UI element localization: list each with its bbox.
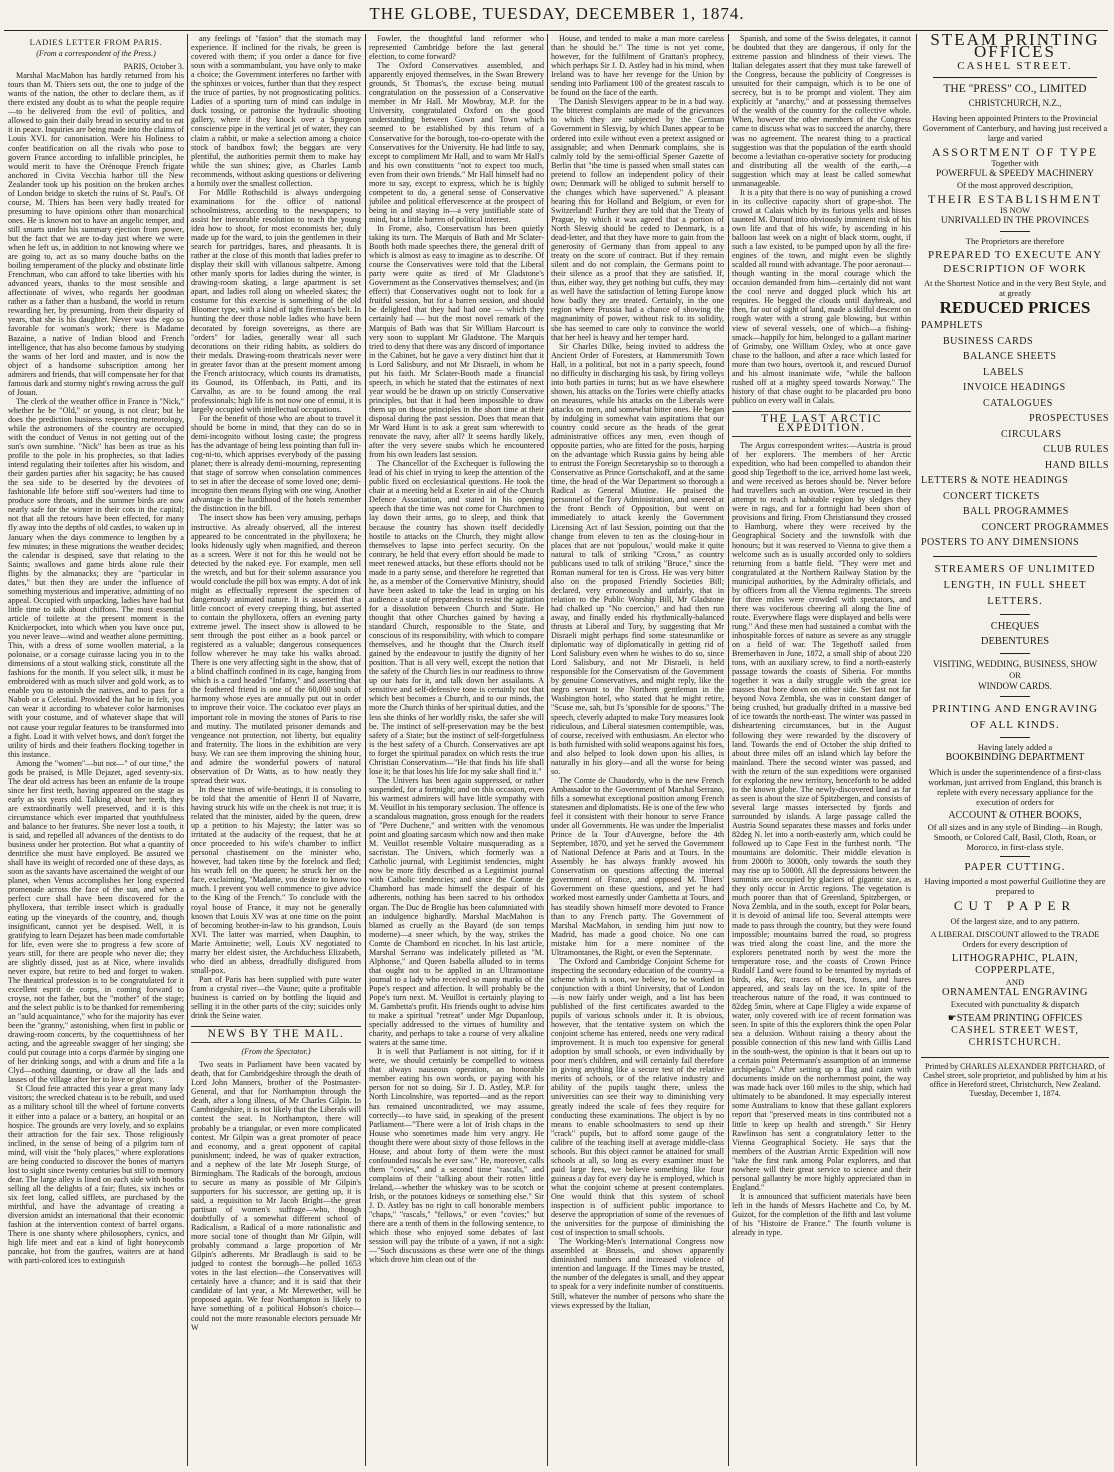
ad-body bbox=[921, 34, 1109, 1098]
section-heading: NEWS BY THE MAIL. bbox=[191, 1026, 361, 1043]
paragraph: The Working-Men's International Congress now assembled at Brussels, and shows apparently diminished numbers and increased violence of intention and language. If the Times may be trusted, the number of the delegates is small, and they appear to speak for a very indefinite number of constituents. Still, whatever the number of persons who share the views expressed by the Italian, bbox=[551, 1237, 724, 1310]
ad-intro: Having been appointed Printers to the Provincial Government of Canterbury, and having just received a large and varied bbox=[922, 113, 1108, 143]
ad-streamers-line: LETTERS. bbox=[987, 595, 1043, 607]
section-subtitle: (From the Spectator.) bbox=[241, 1047, 311, 1057]
ad-account: ACCOUNT & OTHER BOOKS, bbox=[948, 809, 1082, 821]
ad-executed: Executed with punctuality & dispatch bbox=[950, 998, 1080, 1009]
paragraph: The Comte de Chaudordy, who is the new French Ambassador to the Government of Marshal Serrano, fills a somewhat exceptional position among French statesmen and diplomatists. He is one of the few who feel it consistent with their honour to serve France under all Governments. He was under the Imperialist Prince de la Tour d'Auvergne, before the 4th September, 1870, and yet he served the Government of National Defence at Paris and at Tours. In the Assembly he has always frankly avowed his Conservatism on questions affecting the internal government of France, and opposed M. Thiers' Government on these questions, and yet he had worked most earnestly under Gambetta at Tours, and has steadily shown himself more devoted to France than to any French party. The Government of Marshal MacMahon, in sending him just now to Madrid, has made a good choice. No one can mistake him for a mere nominee of the Ultramontanes, the Right, or even the Septennate. bbox=[551, 775, 724, 957]
paragraph: Marshal MacMahon has hardly returned from his tours than M. Thiers sets out, the one to judge of the wants of the nation, the other to declare them, as if there existed any doubt as to what the people require—to be delivered from the evil of politics, and allowed to gain their daily bread in security and to eat it in peace. Inquiries are being made into the claims of Louis XVI. for canonisation. Were his Holiness to confer beatification on all the rivals who pose to govern France according to infallible principles, he would merit to have the Orénoque French frigate anchored in Civita Vecchia harbor till the New Zealander took up his position on the broken arches of London bridge to sketch the ruins of St. Paul's. Of course, M. Thiers has been very badly treated for presuming to have opinions other than monarchical ones. He is known not to have an angelic temper, and still smarts under his summary ejection from power, but the fact that we are to-day just where we were when he left us, in addition to not knowing where we are going to, act as so many douche baths on the boiling temperament of the plucky and obstinate little Frenchman, who can afford to take liberties with his advanced years, thanks to the most sensible and affectionate of wives, who regards her goodman rather as a father than a husband, the world in return rewarding her, by presuming, from their disparity of years, that she is his daughter. Never was the ego so favorable for woman's work; there is Madame Bazaine, a native of Indian blood and French intelligence, that has also become famous by studying the wants of her lord and master, and is now the object of a handsome subscription among her admirers and friends, that will compensate her for that famous dark and stormy night's rowing across the gulf of Jouan. bbox=[8, 71, 184, 397]
paragraph: Part of Paris has been supplied with pure water from a crystal river—the Vaune; quite a profitable business is carried on by bottling the liquid and selling it in the other parts of the city; suicides only drink the Seine water. bbox=[191, 974, 361, 1021]
divider bbox=[1000, 737, 1030, 738]
column-rule bbox=[365, 34, 366, 1466]
column-rule bbox=[916, 34, 917, 1466]
ad-service-item: LETTERS & NOTE HEADINGS bbox=[921, 475, 1069, 486]
ad-largest: Of the largest size, and to any pattern. bbox=[950, 915, 1080, 926]
paragraph: The Univers has been again suppressed, or rather suspended, for a fortnight; and on this occasion, even his warmest admirers will have little sympathy with M. Veuillot in his temporary seclusion. The offence is a scandalous magnation, gross enough for the readers of "Pere Duchene," and written with the venomous point and gloating sarcasm which now and then make M. Veuillot resemble Voltaire masquerading as a sacristan. The Univers, which formerly was a Catholic journal, with Legitimist tendencies, might now be more fitly described as a Legitimist journal with Catholic tendencies; and since the Comte de Chambord has made himself the despair of his adherents, nothing has been sacred to his orthodox organ. The Duc de Broglie has been calumniated with an indulgence bighardly. Marshal MacMahon is blamed as cruelly as the Bayard (de son temps moderne)—a sneer which, by the way, strikes the Comte de Chambord en ricochet. In his last article, Marshal Serrano was indelicately pilleted as "M. Alphonse," and Queen Isabella alluded to in terms that ought not to be applied in an Ultramontane journal to a lady who received so many marks of the Pope's respect and affection. It will probably be the Pope's turn next. M. Veuillot is certainly playing to M. Gambetta's profit. His friends ought to advise him to make a spiritual "retreat" under Mgr Dupanloup, specially addressed to the virtues of humility and charity, and perhaps to take a course of very alkaline waters at the same time. bbox=[369, 775, 544, 1048]
ad-machinery: POWERFUL & SPEEDY MACHINERY bbox=[936, 169, 1094, 179]
ad-company: THE "PRESS" CO., LIMITED bbox=[943, 83, 1087, 95]
ad-streamers bbox=[921, 562, 1109, 610]
ad-christchurch: CHRISTCHURCH. bbox=[968, 1036, 1062, 1048]
paragraph: St Cloud fete attracted this year a great many lady visitors; the wrecked chateau is to be rebuilt, and used as a military school till the wheel of fortune converts it either into a palace or a battery, an hospital or an hospice. The grounds are very lovely, and so explains their attraction for the fair sex. Those religiously inclined, in the sense of being of a pilgrim turn of mind, will visit the "holy places," where explorations are being conducted to discover the bones of martyrs lost to sight since twenty centuries but still to memory dear. The large alley is lined on each side with booths selling all the delights of a fair; flutes, six inches or six feet long, called sifflets, are purchased by the mirthful, and have the advantage of creating a diversion amidst an international that their economic fashion at the intervention context of barrel organs. There is one shanty where philosophers, cynics, and high life meet and eat a kind of light honeycomb pancake, hot from the gaufres, waiters are at hand with parti-colored ices to extinguish bbox=[8, 1084, 184, 1266]
ad-shortest: At the Shortest Notice and in the very Best Style, and at greatly bbox=[923, 278, 1106, 298]
paragraph: Spanish, and some of the Swiss delegates, it cannot be doubted that they are dangerous, if only for the extreme passion and blindness of their views. The Italian delegates assert that they must take farewell of the Congress, because the publicity of Congresses is unsuited for their campaign, which is to be one of secrecy, but is to be prompt and violent. They aim explicitly at "anarchy," and at possessing themselves of the wealth of the country for the collective whole. When, however the other members of the Congress came to discuss what was to succeed the anarchy, there was no agreement. The nearest thing to a practical suggestion was that the population of the earth should become a leviathan co-operative society for producing and distributing all the wealth of the earth,—a suggestion which may at least be called somewhat unmanageable. bbox=[732, 34, 911, 188]
column-4 bbox=[551, 34, 724, 1466]
ad-service-item: BALL PROGRAMMES bbox=[963, 506, 1069, 517]
ad-service-item: PAMPHLETS bbox=[921, 320, 983, 331]
column-5 bbox=[732, 34, 911, 1466]
ad-service-item: PROSPECTUSES bbox=[1029, 413, 1109, 424]
ad-paper-cutting: PAPER CUTTING. bbox=[964, 860, 1066, 873]
ad-cut-paper: CUT PAPER bbox=[953, 897, 1077, 913]
paragraph: House, and tended to make a man more careless than he should be." The time is not yet come, however, for the fulfilment of Grattan's prophecy, which perhaps Sir J. D. Astley had in his mind, when Ireland was to have her revenge for the Union by sending into Parliament 100 of the greatest rascals to be found on the face of the earth. bbox=[551, 34, 724, 98]
ad-service-item: CATALOGUES bbox=[983, 397, 1053, 409]
paragraph: Sir Charles Dilke, being invited to address the Ancient Order of Foresters, at Hammersmith Town Hall, in a political, but not in a party speech, found no difficulty in discharging his task, by firing volleys into both parties in turns; but as we have elsewhere shown, his attacks on the Tories were chiefly attacks on measures, while his attacks on the Liberals were attacks on men, and somewhat bitter ones. He began by indulging in somewhat vain aspirations that our country could secure as the heads of the great administrative offices any men, even though of opposite parties, who are fitted for the posts, harping on the advantage which Russia gains by being able to entrust the Foreign Secretaryship so to thorough a Conservative as Prince Gortschakoff, and at the same time, the head of the War Department so thorough a Radical as General Miutine. He praised the personnel of the Tory Administration, and sneered at the front Bench of Opposition, but went on immediately to attack keenly the Government Licensing Act of last Session, pointing out that the change from eleven to ten as the closing-hour in places that are not 'populous,' would make it quite natural to talk of striking "Cross," as country publicans used to talk of striking "Bruce," since the Roman numeral for ten is Cross. He was very bitter also on the proposed Friendly Societies Bill; declared, very erroneously and unfairly, that in relation to the Public Worship Bill, Mr Gladstone had chalked up "No coercion," and had then run away, and finally ended his rhythmically-balanced thrusts at Liberal and Tory, by suggesting that Mr Disraeli might perhaps find some statesmanlike or diplomatic way of diplomatically in getting rid of Lord Salisbury even when he wishes to do so, since Lord Salisbury, and not Mr Disraeli, is held responsible for the Conservatism of the Government by genuine Conservatives, and might reply, like the negro servant to the Northern gentleman in the Washington hotel, who stated that he might retire, "Scuse me, sah, but I's 'sponsible for de spoons." The speech, cleverly adapted to make Tory measures look ridiculous, and Liberal statesmen contemptible, was, of course, received with enthusiasm. An elector who is both furnished with solid weapons against his foes, and also helped to look down upon his allies, is naturally in his glory—and all the worse for being so. bbox=[551, 341, 724, 776]
ad-prepared: PREPARED TO EXECUTE ANY bbox=[927, 249, 1103, 261]
ad-streamers-line: STREAMERS OF UNLIMITED bbox=[934, 563, 1096, 575]
divider bbox=[1000, 856, 1030, 857]
ad-reduced-prices: REDUCED PRICES bbox=[939, 298, 1091, 317]
ad-lately: Having lately added a bbox=[977, 741, 1053, 752]
ad-service-item: CLUB RULES bbox=[1043, 444, 1109, 455]
ad-service-item: CONCERT TICKETS bbox=[943, 490, 1040, 502]
ad-ornamental: ORNAMENTAL ENGRAVING bbox=[942, 986, 1088, 998]
paragraph: The Oxford and Cambridge Conjoint Scheme for inspecting the secondary education of the country—a scheme which is soon, we believe, to be worked in conjunction with a third University, that of London—is now fairly under weigh, and a list has been published of the first certificates awarded to the pupils of various schools under it. It is obvious, however, that the tentative system on which the conjoint scheme has entered, needs one very radical improvement. It is much too expensive for general adoption by small schools, or even individually by poor men's children, and will certainly fail therefore in giving anything like a secure test of the relative merits of schools, or of the relative industry and ability of the pupils taught there, unless the universities can see their way to diminishing very greatly indeed the scale of fees they require for conducting these examinations. The object is by no means to enable schoolmasters to send up their "crack" pupils, but to afford some gauge of the calibre of the teaching itself at average middle-class schools. But this object cannot be attained for small schools at all, so long as every examiner must be paid large fees, we believe something like four guineas a day for every day he is employed, which is what the conjoint scheme at present contemplates. One would think that this system of school inspection is of sufficient public importance to deserve the appropriation of some of the revenues of the universities for the purpose of diminishing the cost of inspection to small schools. bbox=[551, 956, 724, 1238]
ad-guillotine: Having imported a most powerful Guillotine they are prepared to bbox=[924, 875, 1106, 896]
divider bbox=[1000, 653, 1030, 654]
divider bbox=[1000, 231, 1030, 232]
ad-headline: STEAM PRINTING OFFICES bbox=[930, 34, 1100, 61]
paragraph: It is announced that sufficient materials have been left in the hands of Messrs Hachette and Co, by M. Guizot, for the completion of the fifth and last volume of his "Histoire de France." The fourth volume is already in type. bbox=[732, 1191, 911, 1238]
ad-bookbinding: BOOKBINDING DEPARTMENT bbox=[945, 751, 1085, 763]
ad-and: AND bbox=[1005, 976, 1025, 987]
dateline: PARIS, October 3. bbox=[123, 62, 184, 72]
ad-approved: Of the most approved description, bbox=[957, 180, 1073, 190]
ad-unrivalled: UNRIVALLED IN THE PROVINCES bbox=[940, 216, 1090, 226]
ad-description: DESCRIPTION OF WORK bbox=[943, 263, 1087, 275]
ad-service-item: BUSINESS CARDS bbox=[943, 335, 1034, 347]
ad-orders: Orders for every description of bbox=[962, 938, 1068, 949]
paragraph: any feelings of "fasion" that the stomach may experience. If inclined for the rivals, be green is covered with them; if you order a dance for five sous with a sommambulant, you have only to make a choice; the Government interferes no farther with the sphinxes or voices, further than that they respect the truce of parties, by not prognosticating politics. Ladies of a sporting turn of mind can indulge in duck tossing, or patronise the hydraulic shooting gallery, where if they knock over a Spurgeon conscience pipe in the vertical jet of water, they can claim a rabbit, or make a selection among a choice stock of bandbox fowl; the beggars are very plentiful, the authorities permit them to make hay while the sun shines; give, as Charles Lamb recommends, without asking questions or delivering a homily over the smallest collection. bbox=[191, 34, 361, 188]
ad-service-item: INVOICE HEADINGS bbox=[963, 382, 1066, 393]
column-rule bbox=[728, 34, 729, 1466]
column-3 bbox=[369, 34, 544, 1466]
ad-copperplate: COPPERPLATE, bbox=[975, 964, 1055, 976]
paragraph: The Oxford Conservatives assembled, and apparently enjoyed themselves, in the Swan Brewery grounds, St Thomas's, the excuse being mutual congratulation on the possession of a Conservative member in Mr Hall. Mr Mowbray, M.P. for the University, congratulated Oxford on the good understanding between Gown and Town which seemed to be established by this return of a Conservative for the borough, too-co-operate with the Conservatives for the University. He had little to say, except to compliment Mr Hall, and to warn Mr Hall's and his own constituents "not to expect too much, even from their own friends." Mr Hall himself had no more to say, except to express, which he is highly competent to do, a general sense of Conservative jubilee and political effervescence at the prospect of being in and staying in—a very justifiable state of mind, but a little barren of political interest. bbox=[369, 61, 544, 224]
paragraph: The Argus correspondent writes:—Austria is proud of her explorers. The members of her Arctic expedition, who had been compelled to abandon their good ship Tegethoff to the ice, arrived home last week, and were received as heroes should be. Never before had travellers such an ovation. Were rescued in their attempt to reach a habitable region by sledges they were in rags, and for a fortnight had been short of provisions and firing. From Christiansund they crossed to Hamburg, where they were received by the Geographical Society and the townsfolk with due honours; but it was reserved to Vienna to give them a welcome such as is usually accorded only to soldiers returning from a battle field. "They were met and congratulated at the Northern Railway Station by the municipal authorities, by the Admiralty officials, and by officers from all the Vienna regiments. The streets for three miles were crowded with spectators, and there was vociferous cheering all along the line of route. Everywhere flags were displayed and bells were rung." And these men had sustained a combat with the inhospitable forces of nature as severe as any struggle on a field of war. The Tegethoff sailed from Bremerhaven in June, 1872, a small ship of about 220 tons, with an auxiliary screw, to find a north-easterly passage towards the coasts of Siberia. For months together it was a daily struggle with the great ice masses that bore down on either side. Set fast not far beyond Nova Zembla, she was in constant danger of being crushed, but gradually drifted in a massive bed of ice towards the north-east. The winter was passed in disheartening circumstances, but in the August following they were rewarded by the discovery of land. Towards the end of October the ship drifted to about three miles off an island which lay before the mainland. There the second winter was passed, and with the return of the sun expeditions were organised for exploring the new territory, henceforth to be added to the known globe. The newly-discovered land as far as seen is about the size of Spitzbergen, and consists of several large masses intersected by fjords and surrounded by islands. A large passage called the Austria Sound separates these masses and forks under 82deg N. let into a north-easterly arm, which could be followed up to Cape Fest in the furthest north. "The mountains are dolomitic. Their middle elevation is from 2000ft to 3000ft, only towards the south they may rise up to 5000ft. All the depressions between the summits are occupied by glaciers of gigantic size, as they only occur in Arctic regions. The vegetation is much poorer than that of Greenland, Spitzbergen, or Nova Zembla, and in the south, except for Polar bears, it is devoid of animal life too. Several attempts were made to pass through the country, but they were found impossible; mountains barred the road, so progress was tried along the coast line, and the more the explorers penetrated north by west the more the temperature rose, and the coasts of Crown Prince Rudolf Land were found to be tenanted by myriads of birds, eks, &c; traces of bears, foxes, and hares appeared, and seals lay on the ice. In spite of the treacherous nature of the road, it was continued to 82deg 5min, where at Cape Fligley a wide expanse of water, only covered with ice of recent formation was seen. In spite of this the explorers think the open Polar sea a delusion. Without raising a theory about the possible connection of this new land with Gillis Land in the south-west, the opinion is that it bears out up to a certain point Petermann's assumption of an immense archipelago." After setting up a flag and cairn with documents inside on the northernmost point, the way was made back over 160 miles to the ship, which had ultimately to be abandoned. It may especially interest some Australians to know that these gallant explorers report that "preserved meats in tins contributed not a little to keep up health and strength." Sir Henry Rawlinson has sent a congratulatory letter to the Vienna Geographical Society. He says that the members of the Austrian Arctic Expedition will now "take the first rank among Polar explorers, and that nowhere will their great service to science and their personal gallantry be more highly appreciated than in England." bbox=[732, 441, 911, 1192]
paragraph: The insect show has been very amusing, perhaps instructive. As already observed, all the interest appeared to be concentrated in the phylloxera; he looks hideously ugly when magnified, and thereon as a screen. Were it not for this he would not be detected by the naked eye. For example, men sell the wretch, and but for their solemn assurance you would conclude the pill box was empty. A dot of ink might as effectually represent the specimen of dangerously animated nature. It is asserted that a little concoct of every creeping thing, but asserted to contain the phylloxera, offers an evening party extreme jewel. The insect show is allowed to be sent through the post either as a book parcel or registered as a valuable; dangerous consequences follow wherever he may take his walks abroad. There is one very affecting sight in the show, that of a blind chaffinch confined in its cage, hanging from which is a card headed "Infamy," and asserting that the feathered friend is one of the 60,000 souls of harmony whose eyes are annually put out in order to improve their voice. The cockatoo ever plays an important role in moving the stones of Paris to rise and mutiny. The mutilated prisoner demands and vengeance not protection, not liberty, but equality and fraternity. The lions in the exhibition are very busy. We can see them improving the shining hour, and admire the wonderful powers of natural observation of Dr Watts, as to how neatly they spread their wax. bbox=[191, 513, 361, 785]
ad-bookbinding-desc: Which is under the superintendence of a first-class workman, just arrived from England, this branch is replete with every necessary appliance for the execution of orders for bbox=[928, 766, 1102, 807]
ad-streamers-line: LENGTH, IN FULL SHEET bbox=[943, 579, 1087, 591]
ad-street: CASHEL STREET. bbox=[957, 60, 1073, 72]
ad-account-desc: Of all sizes and in any style of Binding—in Rough, Smooth, or Colored Calf, Basil, Cloth, Roan, or Morocco, in first-class style. bbox=[927, 821, 1103, 852]
ad-service-item: CONCERT PROGRAMMES bbox=[981, 521, 1109, 533]
ad-all-kinds: OF ALL KINDS. bbox=[970, 718, 1060, 731]
paragraph: Among the "women"—but not—" of our time," the gods be praised, is Mlle Dejazet, aged seventy-six. The dear old actress has been an enfante de la troupe since her first teeth, having appeared on the stage as early as six years old. Talking about her teeth, they are extraordinarily well preserved, and it is this circumstance which ever imparted that youthfulness and balance to her features. She never lost a tooth, it is said, and repelled all advances of the dentists to do business under her protection. But what a quantity of dentrifice she must have employed. Be assured we shall have its weight of recorded one of these days, as soon as the savants have ascertained the weight of our planet, when Venus accomplishes her long expected promenade across the face of the sun, and when a perfect cure shall have been discovered for the phylloxera, that terrible insect which is gradually eating up the vineyards of the country, and, though insignificant, cannot yet be despised. Well, it is gratifying to learn Dejazet has been made comfortable for life, even were she to progress a few score of years still, for there are people who never die; they are slightly dissed, just as at Nice, where invalids never expire, but retire to bed and forget to waken. The theatrical profession is to be congratulated for it excellent esprit de corps, in coming forward to croyse, not the father, but the "mother" of the stage; and the select public is to be thanked for remembering an "auld acquaintance," who for the majority has ever been the "granny," astonishing, when first in public or drawing-room concerts, by the coquettishness of her acting, and the agreeable swagger of her singing; she could put courage into a corps d'armée by singing one of her drinking songs, and with a drum and fife a la Clyd—nothing daunting, or draw all the lads and lasses of the village after her to love or glory. bbox=[8, 758, 184, 1085]
divider bbox=[1000, 696, 1030, 697]
ad-litho: LITHOGRAPHIC, PLAIN, bbox=[951, 952, 1079, 964]
column-2 bbox=[191, 34, 361, 1466]
ad-steam-offices-label: STEAM PRINTING OFFICES bbox=[956, 1012, 1083, 1024]
ad-steam-offices bbox=[921, 1013, 1109, 1025]
ad-cheques: CHEQUES bbox=[990, 620, 1040, 632]
ad-is-now: IS NOW bbox=[1000, 205, 1030, 215]
ad-service-item: POSTERS TO ANY DIMENSIONS bbox=[921, 537, 1080, 548]
ad-window: WINDOW CARDS. bbox=[978, 680, 1052, 691]
ad-or: OR bbox=[1009, 669, 1021, 680]
ad-debentures: DEBENTURES bbox=[980, 635, 1050, 647]
ad-visiting: VISITING, WEDDING, BUSINESS, SHOW bbox=[932, 658, 1098, 669]
paragraph: The Danish Slesvigers appear to be in a bad way. The bitterest complaints are made of the grievances to which they are subjected by the German Government in Slesvig, by which Danes appear to be ordered into exile without even a pretext assigned or assignable; and when Denmark complains, she is calmly told by the semi-official Spener Gazette of Berlin that "the time is passed when small states can pretend to follow an independent policy of their own; Denmark will be obliged to submit herself to the changes which have supervened." A pleasant hearing this for Holland and Belgium, or even for Switzerland! Further they are told that the Treaty of Prague, by which it was agreed that a portion of North Slesvig should be ceded to Denmark, is a dead-letter, and that they have more to gain from the generosity of Germany than from appeal to any treaty on the score of contract. But if they remain silent and do not complain, the Germans point to their silence as a proof that they are satisfied. If, thus, either way, they get nothing but cuffs, they may as well have the satisfaction of letting Europe know how badly they are treated. Certainly, in the one region where Prussia had a chance of showing the magnanimity of power, without risk to its solidity, she has seemed to care only to convince the world that her heel is heavy and her temper hard. bbox=[551, 97, 724, 342]
paragraph: It is well that Parliament is not sitting, for if it were, we should certainly be compelled to witness that always nauseous operation, an honorable member eating his own words, or paying with his person for not so doing. Sir J. D. Astley, M.P. for North Lincolnshire, was reported—and as the report has remained uncontradicted, we may assume, correctly—to have said, in speaking of the present Parliament—"There were a lot of Irish chaps in the House who sometimes made him very angry. He thought there were about sixty of those fellows in the House, and about forty of them were the most confounded rascals he ever saw." He, moreover, calls them "covies," and a second time "rascals," and complains of their "talking about their rotten little Ireland,—whether the whiskey was to be scotch or Irish, or the potatoes kidneys or something else." Sir J. D. Astley has no right to call honorable members "chaps," "rascals," "fellows," or even "covies;" but there are a tenth of them in the following sentence, to which those who enjoyed some debates of last session will pay the tribute of a yawn, if not a sigh:—"Such discussions as these were one of the things which drove him clean out of the bbox=[369, 1047, 544, 1265]
advertisement bbox=[921, 34, 1109, 1466]
paragraph: In these times of wife-beatings, it is consoling to be told that the amenitie of Henri II of Navarre, having struck his wife on the cheek is not true; it is related that the minister, aided by the queen, drew up a petition to his Majesty; the latter was so irritated at the audacity of the request, that he at once proceeded to his wife's chamber to inflict personal chastisement on the minister who, however, had taken time by the forelock and fled; his wrath fell on the queen; he struck her on the face, exclaiming, "Madame, you desire to know too much. I prevent you well commence to give advice to the King of the French." To conclude with the royal house of France, it may not be generally known that Louis XV was at one time on the point of becoming brother-in-law to his grandson, Louis XVI. The latter was married, when Dauphin, to Marie Antoinette; well, Louis XV negotiated to marry her eldest sister, the Archduchess Elizabeth, who died an abbess, dreadfully disfigured from small-pox. bbox=[191, 784, 361, 975]
ad-discount: A LIBERAL DISCOUNT allowed to the TRADE bbox=[930, 928, 1100, 939]
divider bbox=[933, 556, 1097, 557]
section-heading: THE LAST ARCTIC EXPEDITION. bbox=[732, 411, 911, 437]
ad-service-list bbox=[921, 318, 1109, 551]
column-rule bbox=[187, 34, 188, 1466]
paragraph: The Chancellor of the Exchequer is following the lead of his chief in trying to keep the attention of the public fixed on ecclesiastical questions. He took the chair at a meeting held at Exeter in aid of the Church Defence Association, and stated in his opening speech that the time was not come for Churchmen to lay down their arms, go to sleep, and think that because the country has shown itself decidedly hostile to attacks on the Church, they might allow themselves to lapse into perfect security. On the contrary, he held that every effort should be made to meet renewed attacks, but these efforts should not be made in a party sense, and therefore he regretted that he, as a member of the Conservative Ministry, should have been asked to take the lead in urging on his audience a state of preparedness to resist the agitation for a dissolution between Church and State. He thought that other Churches gained by having a standard Church, responsible to the State, and conscious of its responsibility, with which to compare themselves, and he thought that the Church itself gained by the endeavour to justify the dignity of her position. That is all very well, except the notion that the safety of the Church lies in our readiness to throw up our hats for it, and talk down her assailants. A sensitive and self-defensive tone is certainly not that which best becomes a Church, and to our minds, the more the Church thinks of her spiritual duties, and the less she thinks of her worldly risks, the safer she will be. The instinct of self-preservation may be the best safety of a State; but the instinct of self-forgetfulness is the best safety of a Church. Conservatives are apt to forget the spiritual paradox on which rests the true Christian Conservatism—"He that finds his life shall lose it; he that loses his life for my sake shall find it." bbox=[369, 459, 544, 776]
imprint: Printed by CHARLES ALEXANDER PRITCHARD, of Cashel street, sole proprietor, and published by him at his office in Hereford street, Christchurch, New Zealand. Tuesday, December 1, 1874. bbox=[921, 1057, 1109, 1098]
paragraph: For Mdlle Rothschild is always undergoing examinations for the office of national schoolmistress, according to the newspapers; to assist her inexorable resolution to teach the young idea how to shoot, for most economists her, duly made up for the ward, to join the gentlemen in their search for partridges, hares, and pheasants. It is rather at the close of this month that ladies prefer to display their skill with villanous saltpetre. Among other manly sports for ladies during the winter, is drawing-room skating, a large apartment is set apart, and ladies roll along on wheeled skates; the costume for this exercise is something of the old Bloomer type, with a kind of tight fireman's belt. In hunting the deer those noble ladies who have been decorated by foreign sovereigns, as there are "orders" for ladies, generally wear all such decorations on their riding habits, as soldiers do their medals. Drawing-room theatricals never were in greater favor than at the present moment among the French aristocracy, which counts its dramatists, its Gounod, its Offenbach, its Patti, and its Carvalho, as are to be found among the real professionals; high life is not now one of ennui, it is largely occupied with intellectual occupations. bbox=[191, 187, 361, 414]
ad-service-item: HAND BILLS bbox=[1044, 459, 1109, 471]
ad-cashel-west: CASHEL STREET WEST, bbox=[951, 1024, 1079, 1036]
ad-service-item: BALANCE SHEETS bbox=[963, 351, 1057, 362]
article-subtitle: (From a correspondent of the Press.) bbox=[36, 49, 156, 59]
ad-city: CHRISTCHURCH, N.Z., bbox=[968, 98, 1062, 108]
paragraph: For the benefit of those who are about to travel it should be borne in mind, that they can do so in demi-incognito without losing caste; the progress has the advantage of being less pointing than full in-cog-ni-to, which apprises everybody of the passing planet; there is already demi-mourning, representing that stage of sorrow when consolation commences to set in after the decease of some loved one; demi-incognito then means flying with one wing. Another advantage is the hardihood of the hotels remember the distinction in the bill. bbox=[191, 413, 361, 514]
ad-service-item: LABELS bbox=[983, 366, 1024, 378]
paragraph: In Frome, also, Conservatism has been quietly taking its turn. The Marquis of Bath and Mr Sclater-Booth both made speeches there, the general drift of which is almost as easy to imagine as to describe. Of course the Conservatives were told that the Liberal party were quite as tired of Mr Gladstone's Government as the Conservatives themselves; and (in effect) that Conservatives ought not to look for a fruitful session, but for a barren session, and should be delighted that they had had one — which they certainly had — but the most novel remark of the Marquis of Bath was that Sir William Harcourt is very soon to supplant Mr Gladstone. The Marquis tried to deny that there was any discord of importance in the Cabinet, but he gave a very distinct hint that it is Lord Salisbury, and not Mr Disraeli, in whom he put his faith. Mr Sclater-Booth made a financial speech, in which he stated that the estimates of next year would be be drawn up on strictly Conservative principles, but that it had been impossible to draw them up on those principles in the short time at their disposal during the past session. Does that mean that Mr Ward Hunt is to ask a great sum wherewith to renovate the navy, after all? It seems hardly likely, after the very severe snubs which he encountered from his own leaders last session. bbox=[369, 223, 544, 460]
article-title: LADIES LETTER FROM PARIS. bbox=[29, 37, 163, 47]
ad-establishment: THEIR ESTABLISHMENT bbox=[927, 192, 1103, 206]
masthead: THE GLOBE, TUESDAY, DECEMBER 1, 1874. bbox=[369, 4, 745, 23]
ad-together: Together with bbox=[991, 158, 1039, 168]
pointing-hand-icon: ☛ bbox=[947, 1012, 957, 1024]
ad-assortment: ASSORTMENT OF TYPE bbox=[931, 145, 1099, 159]
paragraph: It is a pity that there is no way of punishing a crowd in its collective capacity short of grape-shot. The crowd at Calais which by its furious yells and hisses taunted M. Duruof into obviously imminent risk of his own life and that of his wife, by ascending in his balloon last week on a night of black storm, ought, if such a law existed, to be pumped upon by all the fire-engines of the town, and might even be slightly scalded all round with advantage. The poor aeronaut—though wanting in the moral courage which the occasion demanded from him—certainly did not want the cool nerve and dogged pluck which his art requires. He begged the clouds until daybreak, and then, far out of sight of land, made a skilful descent on rough water with a strong gale blowing, but within view of several vessels, one of which—a fishing-smack—happily for him, belonged to a gallant mariner of Grimsby, one William Oxley, who at once gave chase to the balloon, and after a race which lasted for more than two hours, overtook it, and rescued Duruof and his almost inanimate wife, "while the balloon rushed off at a mighty speed towards Norway." The history of that chase ought to be placarded pro bono publico on every wall in Calais. bbox=[732, 187, 911, 405]
paragraph: The clerk of the weather office in France is "Nick," whether he be "Old," or young, is not clear; but he does the prediction business respecting meteorology, while the astronomers of the country are occupied with the conduct of Venus in not getting out of the sun's own sunshine. "Nick" has been as true as his profile to the pole in his prophecies, so that ladies intend regulating their toilettes after his wisdom, and their garden parties after his sagacity; he has caused the sea side to be deserted by the devotees of fashionable life before stiff sou'-westers had time to produce sore throats, and the summer birds are now nearly safe for the winter in their cots in the capital; not that all the retours have been effected, for many fly away into the depths of old castles, to waken up in January when the days commence to lengthen by a few minutes; in these migrations the weather decides; the calendar is despised, save that relating to the Saints; swallows and game birds alone rule their flights by the almanacks; they are "particular in dates," but then they are under the influence of something mysterious and imperative, admitting of no appeal. Occupied with unpacking, ladies have had but little time to talk about chiffons. The most essential article of toilette at the present moment is the Knickerpocket, into which when you have once put, you never leave—wind and weather alone permitting. This, with a dress of some woollen material, a la polonaise, or a corsage cuirasse lacing you in to the dimensions of a stout walking stick, constitute all the fashions for the month. If you select silk, it must be embroidered with as much silver and gold work, as to enable you to astonish the natives, and to pass for a Nabob or a Celestial. Provided the hat be in felt, you can wear it according to whatever color harmonises with your costume, and of whatever shape that will not cause your regular features to be transformed into a fight. Load it with velvet bows, and don't forget the utility of birds and their feathers flocking together in this instance. bbox=[8, 396, 184, 759]
divider bbox=[933, 77, 1097, 78]
column-rule bbox=[547, 34, 548, 1466]
divider bbox=[1000, 614, 1030, 615]
ad-service-item: CIRCULARS bbox=[1001, 428, 1062, 440]
ad-printing: PRINTING AND ENGRAVING bbox=[931, 702, 1099, 715]
ad-proprietors: The Proprietors are therefore bbox=[965, 236, 1065, 246]
paragraph: Two seats in Parliament have been vacated by death, that for Cambridgeshire through the death of Lord John Manners, brother of the Postmaster-General, and that for Northampton through the death, after a long illness, of Mr Charles Gilpin. In Cambridgeshire, it is not likely that the Liberals will contest the seat. In Northampton, there will probably be a triangular, or even more complicated contest. Mr Gilpin was a great promoter of peace and economy, and a great opponent of capital punishment; indeed, he was of quaker extraction, and a nephew of the late Mr Joseph Sturge, of Birmingham. The Radicals of the borough, anxious to secure as many as possible of Mr Gilpin's supporters for his successor, are getting up, it is said, a requisition to Mr Jacob Bright—the great partisan of women's suffrage—who, though doubtfully of a somewhat different school of Radicalism, a Radical of a more rationalistic and more social tone of thought than Mr Gilpin, will probably command a large proportion of Mr Gilpin's adherents. Mr Bradlaugh is said to be judged to contest the borough—he polled 1653 votes in the last election—the Conservatives will certainly have a chance; and it is said that their candidate of last year, a Mr Merewether, will be proposed again. We fear Northampton is likely to have something of a political Hobson's choice—could not the more reasonable electors persuade Mr W bbox=[191, 1060, 361, 1332]
column-1 bbox=[8, 34, 184, 1466]
paragraph: Fowler, the thoughtful land reformer who represented Cambridge before the last general election, to come forward? bbox=[369, 34, 544, 62]
